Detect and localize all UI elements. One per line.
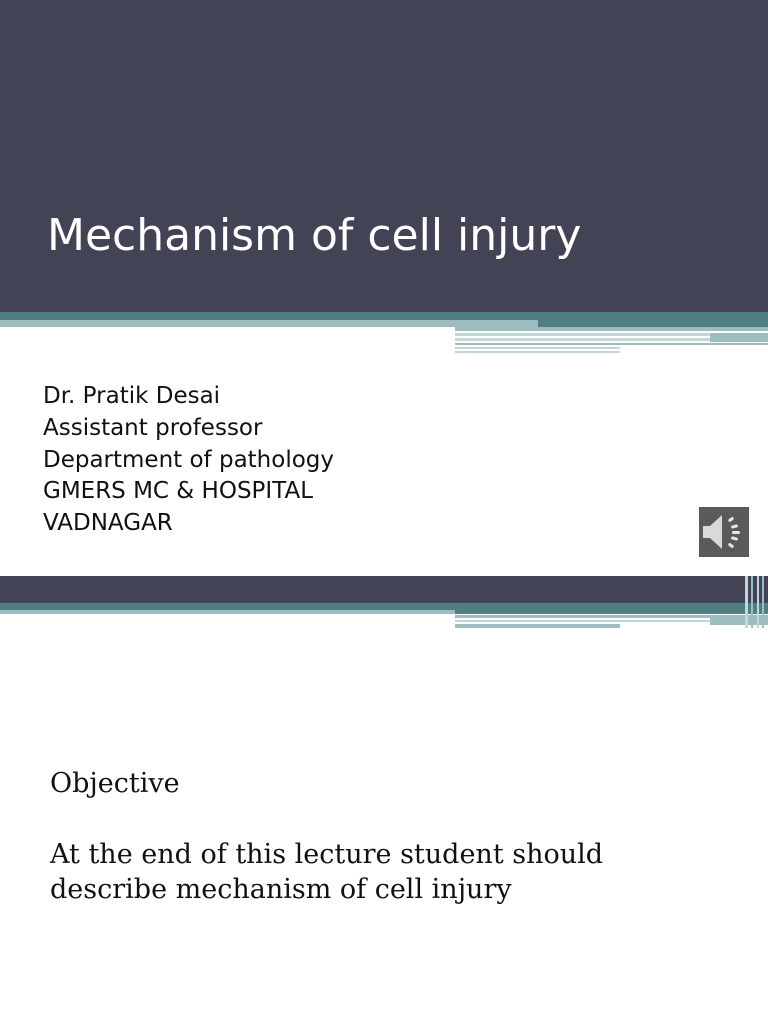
objective-section bbox=[50, 766, 710, 907]
author-city: VADNAGAR bbox=[43, 510, 173, 537]
audio-play-button[interactable] bbox=[699, 507, 749, 557]
slide-title: Mechanism of cell injury bbox=[47, 210, 582, 261]
objective-heading: Objective bbox=[50, 768, 180, 799]
author-name: Dr. Pratik Desai bbox=[43, 383, 221, 409]
author-title: Assistant professor bbox=[43, 414, 263, 441]
author-department: Department of pathology bbox=[43, 446, 335, 473]
author-info bbox=[43, 381, 334, 540]
objective-text: At the end of this lecture student should describe mechanism of cell injury bbox=[50, 839, 604, 905]
speaker-icon bbox=[699, 507, 749, 557]
author-institution: GMERS MC & HOSPITAL bbox=[43, 478, 314, 505]
